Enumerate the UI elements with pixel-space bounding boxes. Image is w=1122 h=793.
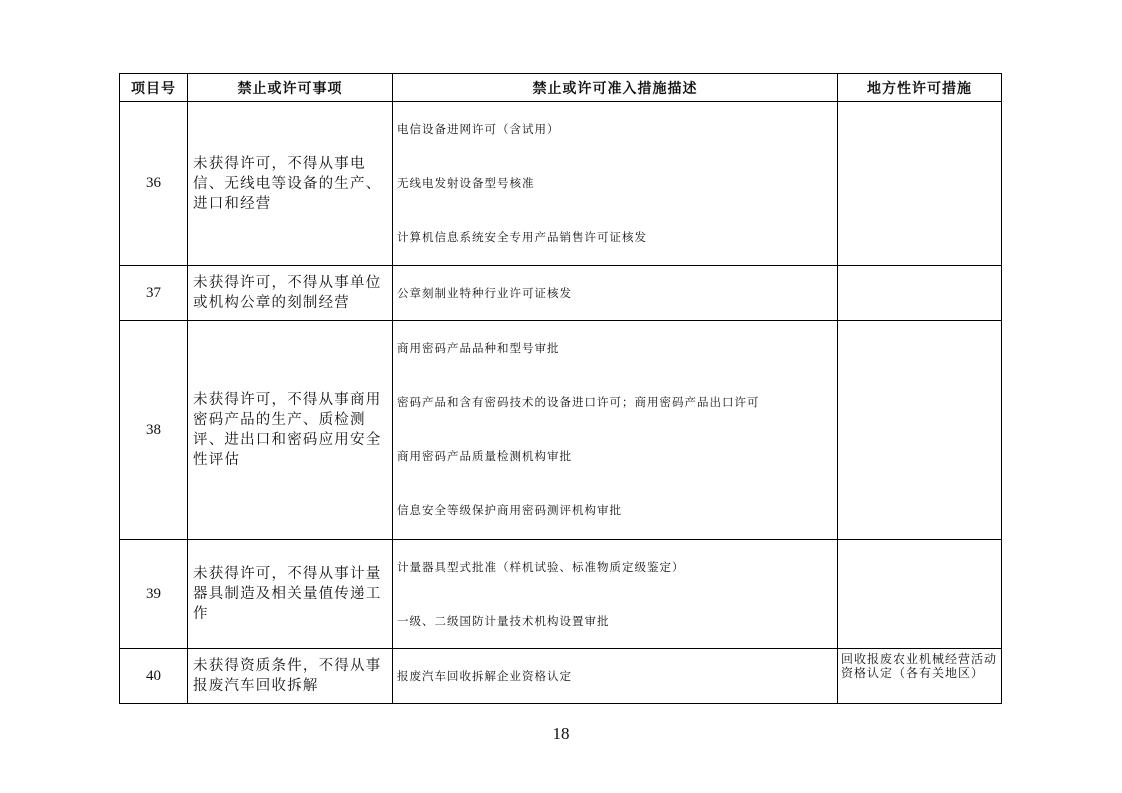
measure-item: 商用密码产品品种和型号审批 bbox=[397, 341, 560, 355]
row-measures bbox=[393, 540, 838, 649]
table-header-row bbox=[120, 74, 1002, 102]
table-row bbox=[120, 266, 1002, 321]
row-number: 39 bbox=[120, 540, 188, 649]
header-local-measures: 地方性许可措施 bbox=[838, 74, 1002, 102]
row-local-measure bbox=[838, 321, 1002, 540]
measure-item: 一级、二级国防计量技术机构设置审批 bbox=[397, 614, 610, 628]
row-measures bbox=[393, 321, 838, 540]
row-local-measure bbox=[838, 540, 1002, 649]
row-number: 40 bbox=[120, 649, 188, 704]
measure-item: 电信设备进网许可（含试用） bbox=[397, 122, 560, 136]
row-local-measure bbox=[838, 102, 1002, 266]
row-matter: 未获得资质条件，不得从事报废汽车回收拆解 bbox=[188, 649, 393, 704]
measure-item: 商用密码产品质量检测机构审批 bbox=[397, 449, 572, 463]
row-measures bbox=[393, 102, 838, 266]
measure-item: 密码产品和含有密码技术的设备进口许可；商用密码产品出口许可 bbox=[397, 395, 760, 409]
page-number: 18 bbox=[552, 724, 570, 743]
header-matter: 禁止或许可事项 bbox=[188, 74, 393, 102]
row-matter: 未获得许可，不得从事单位或机构公章的刻制经营 bbox=[188, 266, 393, 321]
table-row bbox=[120, 540, 1002, 649]
row-matter: 未获得许可，不得从事电信、无线电等设备的生产、进口和经营 bbox=[188, 102, 393, 266]
measure-item: 信息安全等级保护商用密码测评机构审批 bbox=[397, 503, 622, 517]
row-number: 38 bbox=[120, 321, 188, 540]
row-local-measure: 回收报废农业机械经营活动资格认定（各有关地区） bbox=[838, 649, 1002, 704]
measure-item: 无线电发射设备型号核准 bbox=[397, 176, 535, 190]
table-row bbox=[120, 321, 1002, 540]
row-number: 37 bbox=[120, 266, 188, 321]
row-number: 36 bbox=[120, 102, 188, 266]
row-matter: 未获得许可，不得从事计量器具制造及相关量值传递工作 bbox=[188, 540, 393, 649]
measure-item: 报废汽车回收拆解企业资格认定 bbox=[397, 668, 572, 683]
measure-item: 计算机信息系统安全专用产品销售许可证核发 bbox=[397, 230, 647, 244]
row-local-measure bbox=[838, 266, 1002, 321]
row-measures bbox=[393, 266, 838, 321]
table-row bbox=[120, 102, 1002, 266]
measure-item: 计量器具型式批准（样机试验、标准物质定级鉴定） bbox=[397, 560, 685, 574]
row-measures bbox=[393, 649, 838, 704]
permit-list-table bbox=[119, 73, 1002, 704]
table-row bbox=[120, 649, 1002, 704]
header-item-number: 项目号 bbox=[120, 74, 188, 102]
row-matter: 未获得许可，不得从事商用密码产品的生产、质检测评、进出口和密码应用安全性评估 bbox=[188, 321, 393, 540]
header-measure-description: 禁止或许可准入措施描述 bbox=[393, 74, 838, 102]
measure-item: 公章刻制业特种行业许可证核发 bbox=[397, 285, 572, 300]
